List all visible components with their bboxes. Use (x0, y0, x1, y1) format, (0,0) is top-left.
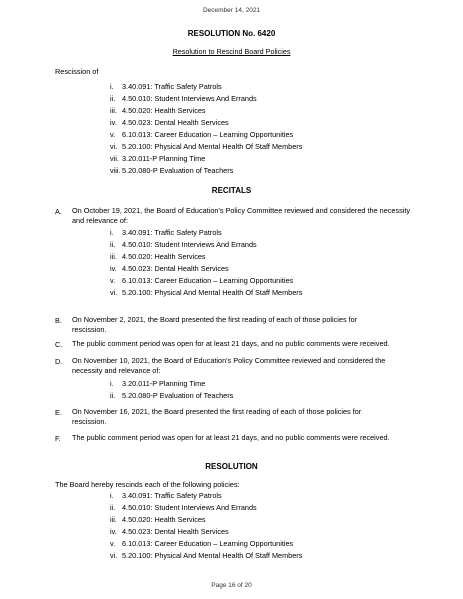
document-page: December 14, 2021 RESOLUTION No. 6420 Resolution to Rescind Board Policies Rescission of i. 3.40.091: Traffic Safety Patrols ii. 4.50.010: Student Interviews And Errands iii. 4.50.020: Health Services iv. 4.50.023: Dental Health Services v. 6.10.013: Career Education – Learning Opportunities vi. 5.20.100: Physical And Mental Health Of Staff Members vii. 3.20.011-P Planning Time viii. 5.20.080-P Evaluation of Teachers RECITALS A. On October 19, 2021, the Board of Education's Policy Committee reviewed and considered the necessity and relevance of: i. 3.40.091: Traffic Safety Patrols ii. 4.50.010: Student Interviews And Errands iii. 4.50.020: Health Services iv. 4.50.023: Dental Health Services v. 6.10.013: Career Education – Learning Opportunities vi. 5.20.100: Physical And Mental Health Of Staff Members B. On November 2, 2021, the Board presented the first reading of each of those policies for rescission. C. The public comment period was open for at least 21 days, and no public comments were received. D. On November 10, 2021, the Board of Education's Policy Committee reviewed and considered the necessity and relevance of: i. 3.20.011-P Planning Time ii. 5.20.080-P Evaluation of Teachers E. On November 16, 2021, the Board presented the first reading of each of those policies for rescission. F. The public comment period was open for at least 21 days, and no public comments were received. RESOLUTION The Board hereby rescinds each of the following policies: i. 3.40.091: Traffic Safety Patrols ii. 4.50.010: Student Interviews And Errands iii. 4.50.020: Health Services iv. 4.50.023: Dental Health Services v. 6.10.013: Career Education – Learning Opportunities vi. 5.20.100: Physical And Mental Health Of Staff Members Page 16 of 20 (0, 0, 463, 599)
resolution-title: RESOLUTION No. 6420 (187, 29, 276, 38)
recital-letter-d: D. (55, 357, 63, 366)
recital-b-text: On November 2, 2021, the Board presented the first reading of each of those policies for rescission. (72, 315, 358, 334)
recital-a-text: On October 19, 2021, the Board of Education's Policy Committee reviewed and considered the necessity and relevance of: (72, 206, 411, 225)
recital-e-text: On November 16, 2021, the Board presented the first reading of each of those policies for rescission. (72, 407, 362, 426)
recital-letter-e: E. (55, 408, 62, 417)
rescission-label: Rescission of (55, 67, 99, 76)
page-footer-number: Page 16 of 20 (211, 582, 252, 589)
recital-d-text: On November 10, 2021, the Board of Education's Policy Committee reviewed and considered the necessity and relevance of: (72, 356, 386, 375)
resolution-heading: RESOLUTION (205, 462, 258, 471)
recital-letter-a: A. (55, 207, 62, 216)
resolution-intro: The Board hereby rescinds each of the following policies: (55, 480, 240, 489)
resolution-subtitle: Resolution to Rescind Board Policies (172, 47, 291, 56)
recital-c-text: The public comment period was open for at least 21 days, and no public comments were received. (72, 339, 390, 348)
recitals-heading: RECITALS (211, 186, 252, 195)
recital-letter-f: F. (55, 434, 61, 443)
recital-f-text: The public comment period was open for at least 21 days, and no public comments were received. (72, 433, 390, 442)
recital-letter-b: B. (55, 316, 62, 325)
page-header-date: December 14, 2021 (202, 7, 261, 14)
recital-letter-c: C. (55, 340, 63, 349)
